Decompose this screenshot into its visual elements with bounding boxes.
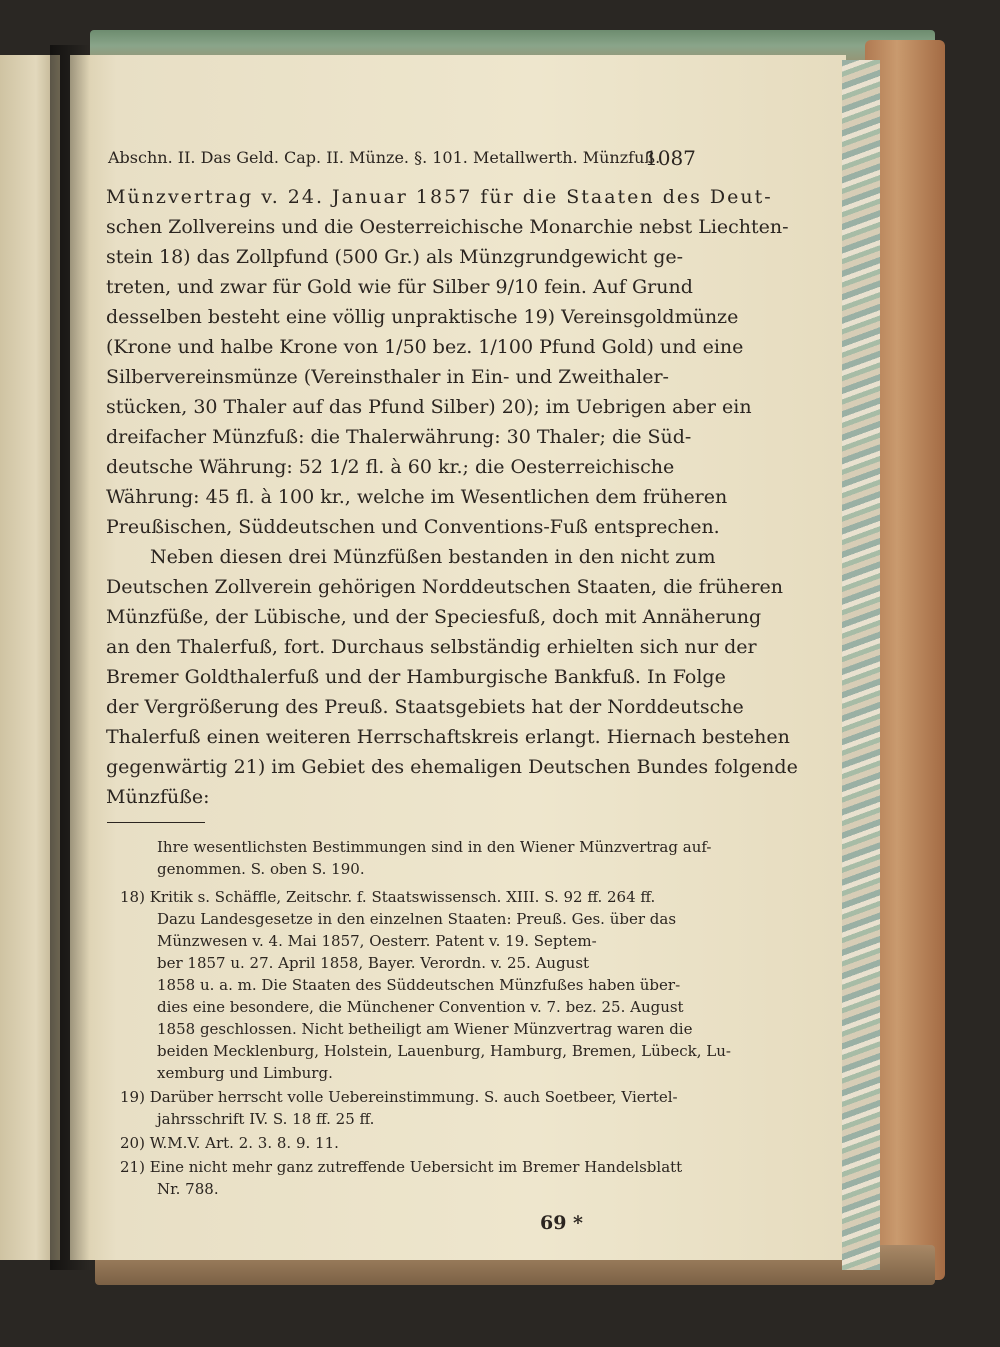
footnote-line: 21) Eine nicht mehr ganz zutreffende Uebersicht im Bremer Handelsblatt <box>120 1158 683 1176</box>
footnote-line: 1858 geschlossen. Nicht betheiligt am Wiener Münzvertrag waren die <box>157 1020 693 1038</box>
footnote-line: Dazu Landesgesetze in den einzelnen Staaten: Preuß. Ges. über das <box>157 910 677 928</box>
footnote-line: Ihre wesentlichsten Bestimmungen sind in den Wiener Münzvertrag auf- <box>157 838 712 856</box>
footnote-line: beiden Mecklenburg, Holstein, Lauenburg, Hamburg, Bremen, Lübeck, Lu- <box>157 1042 731 1060</box>
body-line: Münzfüße, der Lübische, und der Speciesfuß, doch mit Annäherung <box>106 606 762 628</box>
body-line: an den Thalerfuß, fort. Durchaus selbständig erhielten sich nur der <box>106 636 757 658</box>
body-line: treten, und zwar für Gold wie für Silber 9/10 fein. Auf Grund <box>106 276 693 298</box>
body-line: Preußischen, Süddeutschen und Conventions-Fuß entsprechen. <box>106 516 720 538</box>
body-line: Silbervereinsmünze (Vereinsthaler in Ein- und Zweithaler- <box>106 366 669 388</box>
body-line: Neben diesen drei Münzfüßen bestanden in den nicht zum <box>150 546 716 568</box>
footnote-line: Nr. 788. <box>157 1180 219 1198</box>
running-header: Abschn. II. Das Geld. Cap. II. Münze. §. 101. Metallwerth. Münzfuß. <box>108 148 661 167</box>
body-line: Münzfüße: <box>106 786 210 808</box>
footnote-line: xemburg und Limburg. <box>157 1064 333 1082</box>
footnote-line: dies eine besondere, die Münchener Convention v. 7. bez. 25. August <box>157 998 684 1016</box>
body-line: Münzvertrag v. 24. Januar 1857 für die Staaten des Deut- <box>106 186 773 208</box>
body-line: der Vergrößerung des Preuß. Staatsgebiets hat der Norddeutsche <box>106 696 744 718</box>
footnote-line: Münzwesen v. 4. Mai 1857, Oesterr. Patent v. 19. Septem- <box>157 932 597 950</box>
body-line: gegenwärtig 21) im Gebiet des ehemaligen Deutschen Bundes folgende <box>106 756 798 778</box>
body-line: (Krone und halbe Krone von 1/50 bez. 1/100 Pfund Gold) und eine <box>106 336 744 358</box>
body-line: dreifacher Münzfuß: die Thalerwährung: 30 Thaler; die Süd- <box>106 426 692 448</box>
footnote-line: jahrsschrift IV. S. 18 ff. 25 ff. <box>157 1110 375 1128</box>
body-line: stücken, 30 Thaler auf das Pfund Silber) 20); im Uebrigen aber ein <box>106 396 752 418</box>
footnote-line: 18) Kritik s. Schäffle, Zeitschr. f. Staatswissensch. XIII. S. 92 ff. 264 ff. <box>120 888 656 906</box>
marbled-page-edges <box>842 60 880 1270</box>
footnote-line: 20) W.M.V. Art. 2. 3. 8. 9. 11. <box>120 1134 339 1152</box>
footnote-line: 19) Darüber herrscht volle Uebereinstimmung. S. auch Soetbeer, Viertel- <box>120 1088 678 1106</box>
footnote-line: ber 1857 u. 27. April 1858, Bayer. Verordn. v. 25. August <box>157 954 590 972</box>
body-line: schen Zollvereins und die Oesterreichische Monarchie nebst Liechten- <box>106 216 789 238</box>
footnote-line: genommen. S. oben S. 190. <box>157 860 365 878</box>
page-number: 1087 <box>645 146 696 170</box>
body-line: deutsche Währung: 52 1/2 fl. à 60 kr.; die Oesterreichische <box>106 456 675 478</box>
body-line: stein 18) das Zollpfund (500 Gr.) als Münzgrundgewicht ge- <box>106 246 684 268</box>
footnote-rule <box>107 822 205 823</box>
body-line: desselben besteht eine völlig unpraktische 19) Vereinsgoldmünze <box>106 306 739 328</box>
body-line: Deutschen Zollverein gehörigen Norddeutschen Staaten, die früheren <box>106 576 784 598</box>
body-line: Währung: 45 fl. à 100 kr., welche im Wesentlichen dem früheren <box>106 486 728 508</box>
spine-shadow <box>50 45 90 1270</box>
footnote-line: 1858 u. a. m. Die Staaten des Süddeutschen Münzfußes haben über- <box>157 976 681 994</box>
signature-mark: 69 * <box>540 1212 583 1234</box>
body-line: Bremer Goldthalerfuß und der Hamburgische Bankfuß. In Folge <box>106 666 726 688</box>
body-line: Thalerfuß einen weiteren Herrschaftskreis erlangt. Hiernach bestehen <box>106 726 790 748</box>
